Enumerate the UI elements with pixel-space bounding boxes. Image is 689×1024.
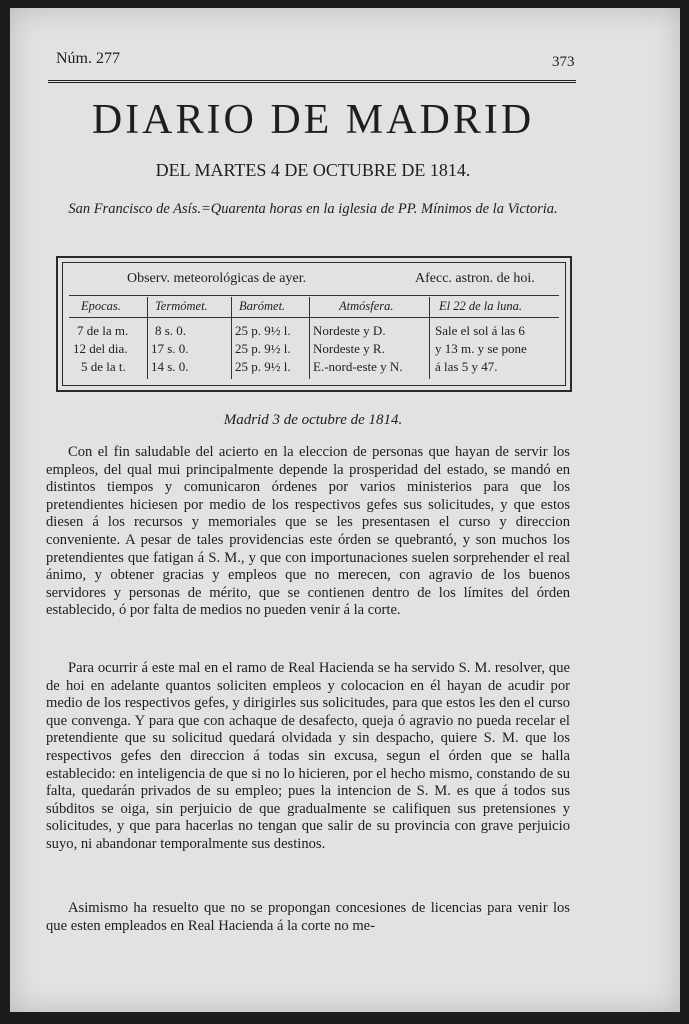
cell-barometro: 25 p. 9½ l.: [235, 323, 291, 338]
meteo-heading-right: Afecc. astron. de hoi.: [415, 271, 535, 286]
column-header-barometro: Barómet.: [239, 299, 286, 313]
cell-atmosfera: Nordeste y D.: [313, 323, 386, 338]
page-number: 373: [552, 54, 575, 70]
cell-termometro: 17 s. 0.: [151, 341, 189, 356]
column-divider: [429, 297, 430, 379]
article-paragraph: Para ocurrir á este mal en el ramo de Real Hacienda se ha servido S. M. resolver, que de hoi en adelante quantos soliciten empleos y colocacion en él hayan de acudir por medio de los respectivos gefes, y dirigirles sus solicitudes, para que estos les den el curso que convenga. Y para que con achaque de desafecto, queja ó agravio no pueda recelar el pretendiente que su solicitud quedará olvidada y sin despacho, quiere S. M. que los respectivos gefes den direccion á todas sin excusa, segun el órden que se halla establecido: en inteligencia de que si no lo hicieren, por el hecho mismo, constando de su falta, quedarán privados de su empleo; pues la intencion de S. M. es que á todos sus súbditos se oiga, sin perjuicio de que gradualmente se califiquen sus pretensiones y solicitudes, y que para hacerlas no tengan que salir de su provincia con grave perjuicio suyo, ni abandonar temporalmente sus destinos.: [46, 660, 570, 852]
cell-termometro: 8 s. 0.: [155, 323, 187, 338]
column-header-luna: El 22 de la luna.: [439, 299, 522, 313]
meteo-rule: [69, 295, 559, 296]
newspaper-title: DIARIO DE MADRID: [91, 97, 535, 143]
cell-epoca: 12 del dia.: [73, 341, 128, 356]
cell-atmosfera: E.-nord-este y N.: [313, 359, 403, 374]
meteo-rule-2: [69, 317, 559, 318]
cell-barometro: 25 p. 9½ l.: [235, 341, 291, 356]
meteo-heading-left: Observ. meteorológicas de ayer.: [127, 271, 307, 286]
column-header-epocas: Epocas.: [81, 299, 121, 313]
cell-luna: á las 5 y 47.: [435, 359, 498, 374]
column-header-termometro: Termómet.: [155, 299, 208, 313]
saint-line: San Francisco de Asís.=Quarenta horas en la iglesia de PP. Mínimos de la Victoria.: [68, 201, 558, 217]
article-paragraph: Con el fin saludable del acierto en la eleccion de personas que hayan de servir los empleos, del qual mui principalmente depende la prosperidad del estado, se mandó en distintos tiempos y comunicaron órdenes por varios ministerios para que los pretendientes hiciesen por medio de los respectivos gefes sus solicitudes, y que estos diesen á los recursos y memoriales que se les presentasen el curso y direccion conveniente. A pesar de tales providencias este órden se quebrantó, y son muchos los pretendientes que fatigan á S. M., y que con importunaciones suelen sorprehender el real ánimo, y obtener gracias y empleos que no merecen, con agravio de los buenos servidores y personas de mérito, que se contienen dentro de los límites del órden establecido, ó por falta de medios no pueden venir á la corte.: [46, 444, 570, 619]
cell-epoca: 5 de la t.: [81, 359, 126, 374]
column-header-atmosfera: Atmósfera.: [339, 299, 394, 313]
meteorological-table: [56, 256, 572, 392]
newspaper-page: [10, 8, 680, 1012]
cell-luna: y 13 m. y se pone: [435, 341, 527, 356]
cell-barometro: 25 p. 9½ l.: [235, 359, 291, 374]
issue-number: Núm. 277: [56, 50, 120, 67]
article-paragraph: Asimismo ha resuelto que no se propongan concesiones de licencias para venir los que esten empleados en Real Hacienda á la corte no me-: [46, 900, 570, 934]
article-location-date: Madrid 3 de octubre de 1814.: [223, 412, 403, 428]
cell-termometro: 14 s. 0.: [151, 359, 189, 374]
cell-atmosfera: Nordeste y R.: [313, 341, 385, 356]
date-line: DEL MARTES 4 DE OCTUBRE DE 1814.: [155, 160, 471, 180]
cell-luna: Sale el sol á las 6: [435, 323, 525, 338]
column-divider: [309, 297, 310, 379]
cell-epoca: 7 de la m.: [77, 323, 129, 338]
column-divider: [231, 297, 232, 379]
header-rule: [48, 80, 576, 86]
meteorological-table-inner: [62, 262, 566, 386]
column-divider: [147, 297, 148, 379]
